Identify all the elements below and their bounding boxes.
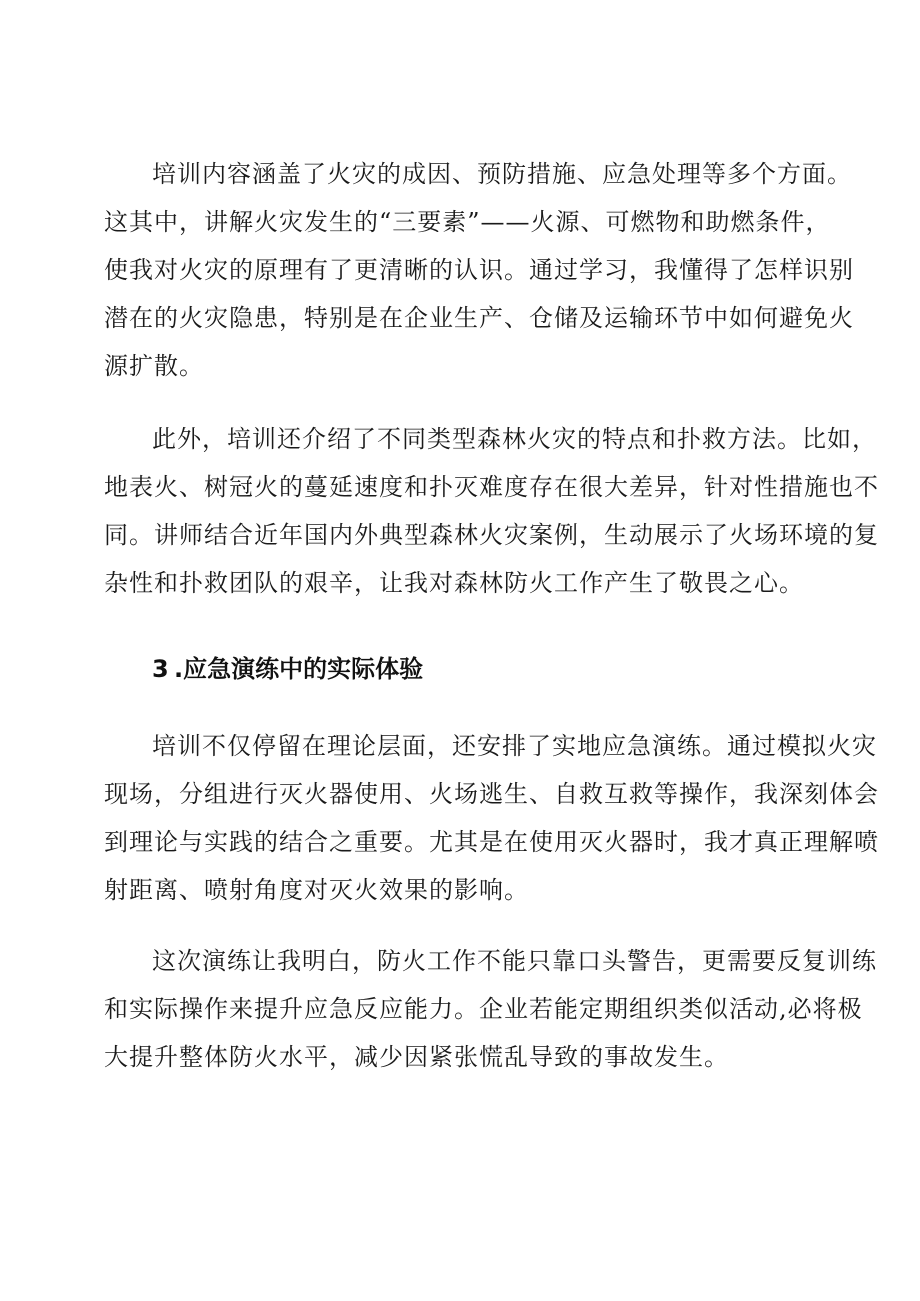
section-heading	[152, 645, 423, 693]
paragraph-line: 潜在的火灾隐患，特别是在企业生产、仓储及运输环节中如何避免火	[104, 304, 854, 332]
paragraph-line: 源扩散。	[104, 352, 204, 380]
paragraph-line: 使我对火灾的原理有了更清晰的认识。通过学习，我懂得了怎样识别	[104, 256, 854, 284]
paragraph-line: 现场，分组进行灭火器使用、火场逃生、自救互救等操作，我深刻体会	[104, 780, 879, 808]
paragraph-drill-lessons	[104, 937, 877, 1081]
paragraph-line: 此外，培训还介绍了不同类型森林火灾的特点和扑救方法。比如，	[152, 425, 877, 453]
paragraph-line: 同。讲师结合近年国内外典型森林火灾案例，生动展示了火场环境的复	[104, 521, 879, 549]
paragraph-line: 射距离、喷射角度对灭火效果的影响。	[104, 876, 529, 904]
paragraph-line: 这其中，讲解火灾发生的“三要素”——火源、可燃物和助燃条件，	[104, 208, 831, 236]
paragraph-line: 培训不仅停留在理论层面，还安排了实地应急演练。通过模拟火灾	[152, 732, 877, 760]
paragraph-line: 这次演练让我明白，防火工作不能只靠口头警告，更需要反复训练	[152, 947, 877, 975]
paragraph-line: 大提升整体防火水平，减少因紧张慌乱导致的事故发生。	[104, 1043, 729, 1071]
paragraph-line: 地表火、树冠火的蔓延速度和扑灭难度存在很大差异，针对性措施也不	[104, 473, 879, 501]
paragraph-forest-fires	[104, 415, 879, 607]
paragraph-line: 培训内容涵盖了火灾的成因、预防措施、应急处理等多个方面。	[152, 160, 852, 188]
section-title: .应急演练中的实际体验	[174, 655, 424, 683]
paragraph-fire-causes	[104, 150, 854, 390]
paragraph-line: 杂性和扑救团队的艰辛，让我对森林防火工作产生了敬畏之心。	[104, 569, 804, 597]
section-number: 3	[152, 655, 169, 683]
paragraph-drill-practice	[104, 722, 879, 914]
paragraph-line: 到理论与实践的结合之重要。尤其是在使用灭火器时，我才真正理解喷	[104, 828, 879, 856]
paragraph-line: 和实际操作来提升应急反应能力。企业若能定期组织类似活动,必将极	[104, 995, 863, 1023]
